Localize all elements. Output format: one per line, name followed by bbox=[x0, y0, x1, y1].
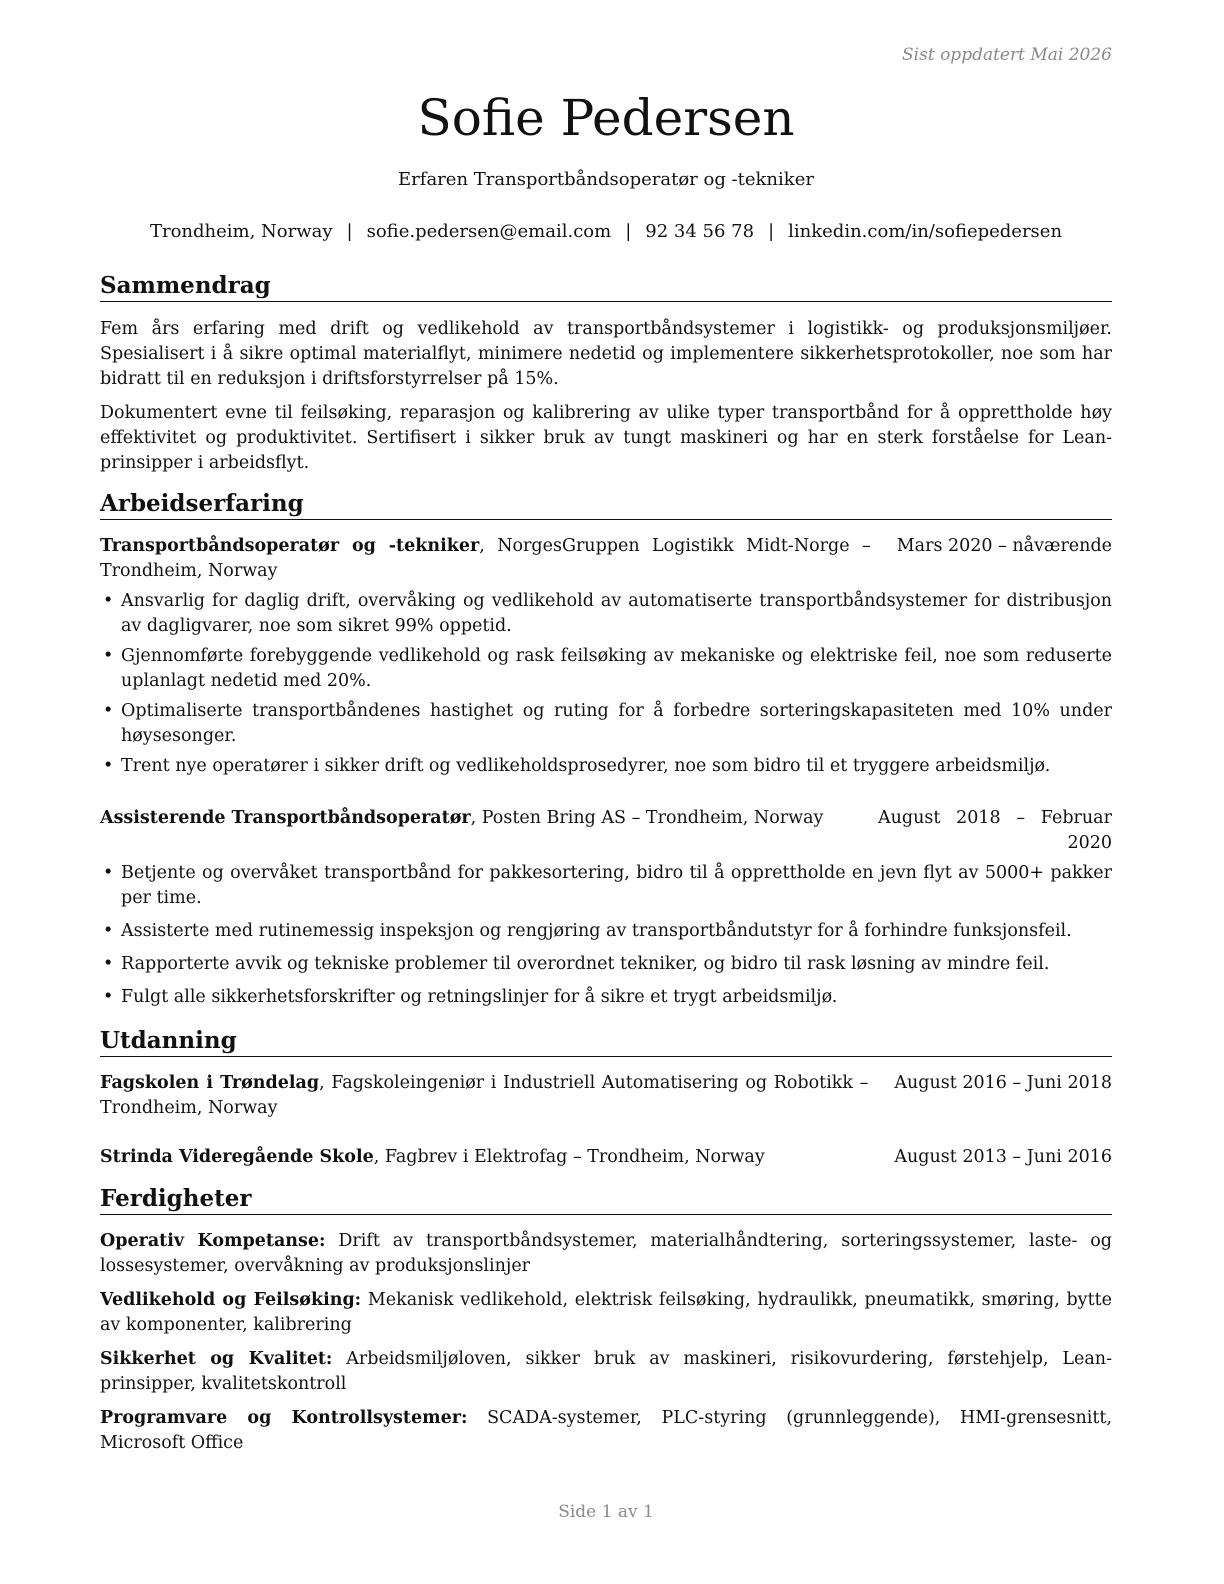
job-title: Assisterende Transportbåndsoperatør bbox=[100, 808, 471, 828]
section-heading: Arbeidserfaring bbox=[100, 489, 1112, 520]
education-entry bbox=[100, 1145, 1112, 1170]
contact-separator: | bbox=[346, 221, 353, 242]
contact-separator: | bbox=[625, 221, 632, 242]
list-item: • Fulgt alle sikkerhetsforskrifter og retningslinjer for å sikre et trygt arbeidsmiljø. bbox=[103, 987, 838, 1007]
summary-paragraph: Fem års erfaring med drift og vedlikehold av transportbåndsystemer i logistikk- og produksjonsmiljøer. Spesialisert i å sikre optimal materialflyt, minimere nedetid og implementere sikkerhetsprotokoller, noe som har bidratt til en reduksjon i driftsforstyrrelser på 15%. bbox=[100, 319, 1112, 389]
education-entry bbox=[100, 1071, 1112, 1121]
last-updated: Sist oppdatert Mai 2026 bbox=[902, 45, 1112, 65]
job-dates: August 2018 – Februar 2020 bbox=[878, 808, 1112, 853]
skill-label: Programvare og Kontrollsystemer: bbox=[100, 1408, 468, 1428]
summary-paragraph: Dokumentert evne til feilsøking, reparasjon og kalibrering av ulike typer transportbånd for å opprettholde høy effektivitet og produktivitet. Sertifisert i sikker bruk av tungt maskineri og har en sterk forståelse for Lean-prinsipper i arbeidsflyt. bbox=[100, 403, 1112, 473]
education-section bbox=[100, 1026, 1112, 1170]
job-heading bbox=[100, 534, 897, 584]
job-subtitle: Erfaren Transportbåndsoperatør og -tekniker bbox=[398, 169, 814, 190]
skill-item: Operativ Kompetanse: Drift av transportbåndsystemer, materialhåndtering, sorteringssystemer, laste- og lossesystemer, overvåkning av produksjonslinjer bbox=[100, 1231, 1112, 1276]
contact-separator: | bbox=[768, 221, 775, 242]
experience-section bbox=[100, 489, 1112, 1010]
skill-item: Vedlikehold og Feilsøking: Mekanisk vedlikehold, elektrisk feilsøking, hydraulikk, pneumatikk, smøring, bytte av komponenter, kalibrering bbox=[100, 1290, 1112, 1335]
education-dates: August 2016 – Juni 2018 bbox=[894, 1073, 1112, 1093]
skill-label: Vedlikehold og Feilsøking: bbox=[100, 1290, 362, 1310]
contact-phone[interactable]: 92 34 56 78 bbox=[645, 221, 755, 242]
list-item: • Betjente og overvåket transportbånd for pakkesortering, bidro til å opprettholde en jevn flyt av 5000+ pakker per time. bbox=[103, 863, 1112, 908]
job-entry bbox=[100, 806, 1112, 1010]
job-entry bbox=[100, 534, 1112, 779]
education-detail: , Fagskoleingeniør i Industriell Automatisering og Robotikk – Trondheim, Norway bbox=[100, 1073, 869, 1118]
job-dates: Mars 2020 – nåværende bbox=[896, 536, 1112, 556]
list-item: • Rapporterte avvik og tekniske problemer til overordnet tekniker, og bidro til rask løsning av mindre feil. bbox=[103, 954, 1050, 974]
contact-email[interactable]: sofie.pedersen@email.com bbox=[366, 221, 612, 242]
skill-label: Sikkerhet og Kvalitet: bbox=[100, 1349, 333, 1369]
list-item: • Optimaliserte transportbåndenes hastighet og ruting for å forbedre sorteringskapasiteten med 10% under høysesonger. bbox=[103, 701, 1112, 746]
contact-location: Trondheim, Norway bbox=[149, 221, 333, 242]
page-number: Side 1 av 1 bbox=[558, 1502, 654, 1522]
school-name: Strinda Videregående Skole bbox=[100, 1147, 374, 1167]
list-item: • Ansvarlig for daglig drift, overvåking og vedlikehold av automatiserte transportbåndsystemer for distribusjon av dagligvarer, noe som sikret 99% oppetid. bbox=[103, 591, 1112, 636]
education-detail: , Fagbrev i Elektrofag – Trondheim, Norway bbox=[373, 1147, 765, 1167]
contact-linkedin[interactable]: linkedin.com/in/sofiepedersen bbox=[788, 221, 1063, 242]
skills-section bbox=[100, 1184, 1112, 1456]
job-org: , NorgesGruppen Logistikk Midt-Norge – Trondheim, Norway bbox=[100, 536, 871, 581]
list-item: • Trent nye operatører i sikker drift og vedlikeholdsprosedyrer, noe som bidro til et tryggere arbeidsmiljø. bbox=[103, 756, 1051, 776]
job-title: Transportbåndsoperatør og -tekniker bbox=[100, 536, 480, 556]
education-dates: August 2013 – Juni 2016 bbox=[894, 1147, 1112, 1167]
summary-section bbox=[100, 271, 1112, 476]
contact-line bbox=[100, 220, 1112, 244]
school-name: Fagskolen i Trøndelag bbox=[100, 1073, 320, 1093]
section-heading: Utdanning bbox=[100, 1026, 1112, 1057]
list-item: • Assisterte med rutinemessig inspeksjon og rengjøring av transportbåndutstyr for å forhindre funksjonsfeil. bbox=[103, 921, 1072, 941]
list-item: • Gjennomførte forebyggende vedlikehold og rask feilsøking av mekaniske og elektriske feil, noe som reduserte uplanlagt nedetid med 20%. bbox=[103, 646, 1112, 691]
person-name: Sofie Pedersen bbox=[417, 89, 795, 147]
resume-page bbox=[100, 0, 1112, 1584]
job-heading bbox=[100, 806, 878, 831]
job-org: , Posten Bring AS – Trondheim, Norway bbox=[470, 808, 824, 828]
section-heading: Ferdigheter bbox=[100, 1184, 1112, 1215]
skill-item: Sikkerhet og Kvalitet: Arbeidsmiljøloven, sikker bruk av maskineri, risikovurdering, førstehjelp, Lean-prinsipper, kvalitetskontroll bbox=[100, 1349, 1112, 1394]
section-heading: Sammendrag bbox=[100, 271, 1112, 302]
skill-label: Operativ Kompetanse: bbox=[100, 1231, 326, 1251]
skill-item: Programvare og Kontrollsystemer: SCADA-systemer, PLC-styring (grunnleggende), HMI-grensesnitt, Microsoft Office bbox=[100, 1408, 1113, 1453]
